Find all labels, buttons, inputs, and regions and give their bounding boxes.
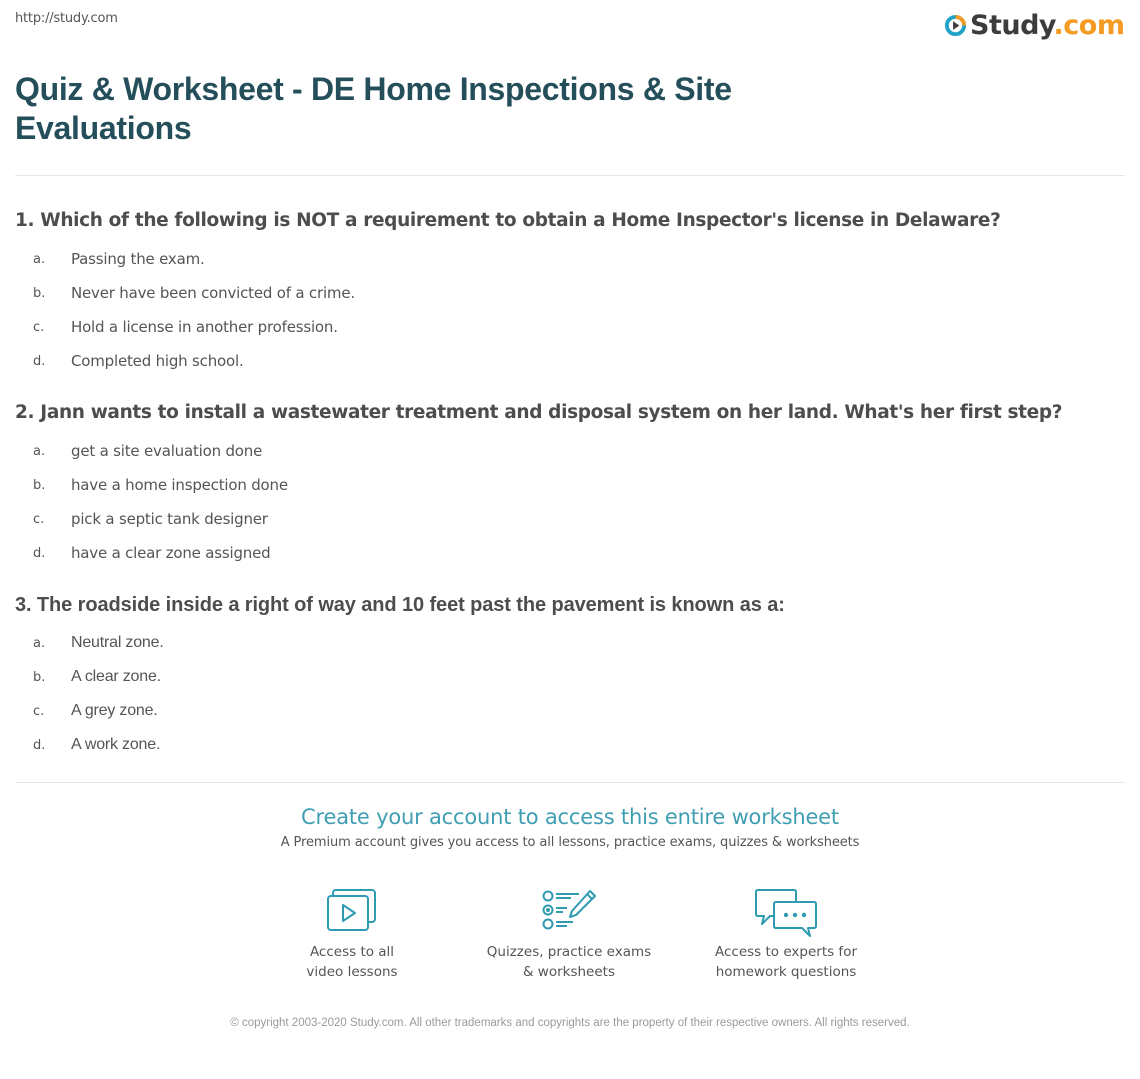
answer-option (15, 536, 1125, 570)
answer-text: have a clear zone assigned (71, 544, 271, 562)
answer-option (15, 694, 1125, 728)
answer-option (15, 728, 1125, 762)
answer-text: A clear zone. (71, 668, 161, 685)
answer-letter: a. (33, 251, 46, 267)
answer-letter: d. (33, 545, 46, 561)
answer-list (15, 626, 1125, 762)
premium-description: A Premium account gives you access to all lessons, practice exams, quizzes & worksheets (280, 835, 860, 850)
answer-text: have a home inspection done (71, 476, 288, 494)
answer-letter: b. (33, 669, 46, 685)
feature-quizzes (469, 888, 669, 982)
answer-letter: c. (33, 319, 45, 335)
answer-letter: c. (33, 511, 45, 527)
feature-label: Access to all video lessons (306, 944, 398, 980)
answer-option (15, 242, 1125, 276)
feature-label: Quizzes, practice exams & worksheets (486, 944, 652, 980)
questions-divider (15, 782, 1125, 783)
answer-letter: d. (33, 737, 46, 753)
feature-label: Access to experts for homework questions (714, 944, 857, 980)
answer-option (15, 310, 1125, 344)
answer-letter: b. (33, 477, 46, 493)
answer-letter: a. (33, 443, 46, 459)
answer-text: Completed high school. (71, 352, 244, 370)
answer-letter: b. (33, 285, 46, 301)
answer-option (15, 502, 1125, 536)
answer-text: A work zone. (71, 736, 161, 753)
answer-text: Passing the exam. (71, 250, 205, 268)
study-logo[interactable] (944, 9, 1124, 41)
question-text: 2. Jann wants to install a wastewater treatment and disposal system on her land. What's her first step? (15, 402, 1063, 423)
answer-text: A grey zone. (71, 702, 158, 719)
site-url: http://study.com (15, 11, 118, 26)
copyright-footer: © copyright 2003-2020 Study.com. All other trademarks and copyrights are the property of their respective owners. All rights reserved. (230, 1017, 910, 1029)
question-3 (15, 593, 1125, 762)
answer-list (15, 242, 1125, 378)
feature-experts (686, 888, 886, 982)
answer-text: get a site evaluation done (71, 442, 263, 460)
quiz-checklist-icon (541, 888, 597, 932)
page-title: Quiz & Worksheet - DE Home Inspections & Site Evaluations (15, 71, 732, 146)
question-2 (15, 401, 1125, 570)
video-lessons-icon (327, 888, 377, 932)
question-text: 1. Which of the following is NOT a requirement to obtain a Home Inspector's license in Delaware? (15, 210, 1001, 231)
answer-option (15, 344, 1125, 378)
answer-letter: a. (33, 635, 46, 651)
question-text: 3. The roadside inside a right of way and 10 feet past the pavement is known as a: (15, 594, 785, 616)
feature-video-lessons (252, 888, 452, 982)
answer-option (15, 276, 1125, 310)
answer-letter: c. (33, 703, 45, 719)
answer-option (15, 626, 1125, 660)
title-divider (15, 175, 1125, 176)
answer-letter: d. (33, 353, 46, 369)
logo-text: Study.com (970, 9, 1125, 41)
answer-option (15, 434, 1125, 468)
answer-option (15, 468, 1125, 502)
create-account-link[interactable]: Create your account to access this entire worksheet (301, 805, 839, 829)
question-1 (15, 209, 1125, 378)
answer-text: Hold a license in another profession. (71, 318, 338, 336)
chat-bubbles-icon (754, 888, 818, 938)
answer-list (15, 434, 1125, 570)
answer-text: pick a septic tank designer (71, 510, 268, 528)
answer-text: Neutral zone. (71, 634, 164, 651)
answer-option (15, 660, 1125, 694)
logo-suffix: .com (1053, 9, 1125, 41)
answer-text: Never have been convicted of a crime. (71, 284, 355, 302)
play-circle-icon (944, 14, 967, 37)
